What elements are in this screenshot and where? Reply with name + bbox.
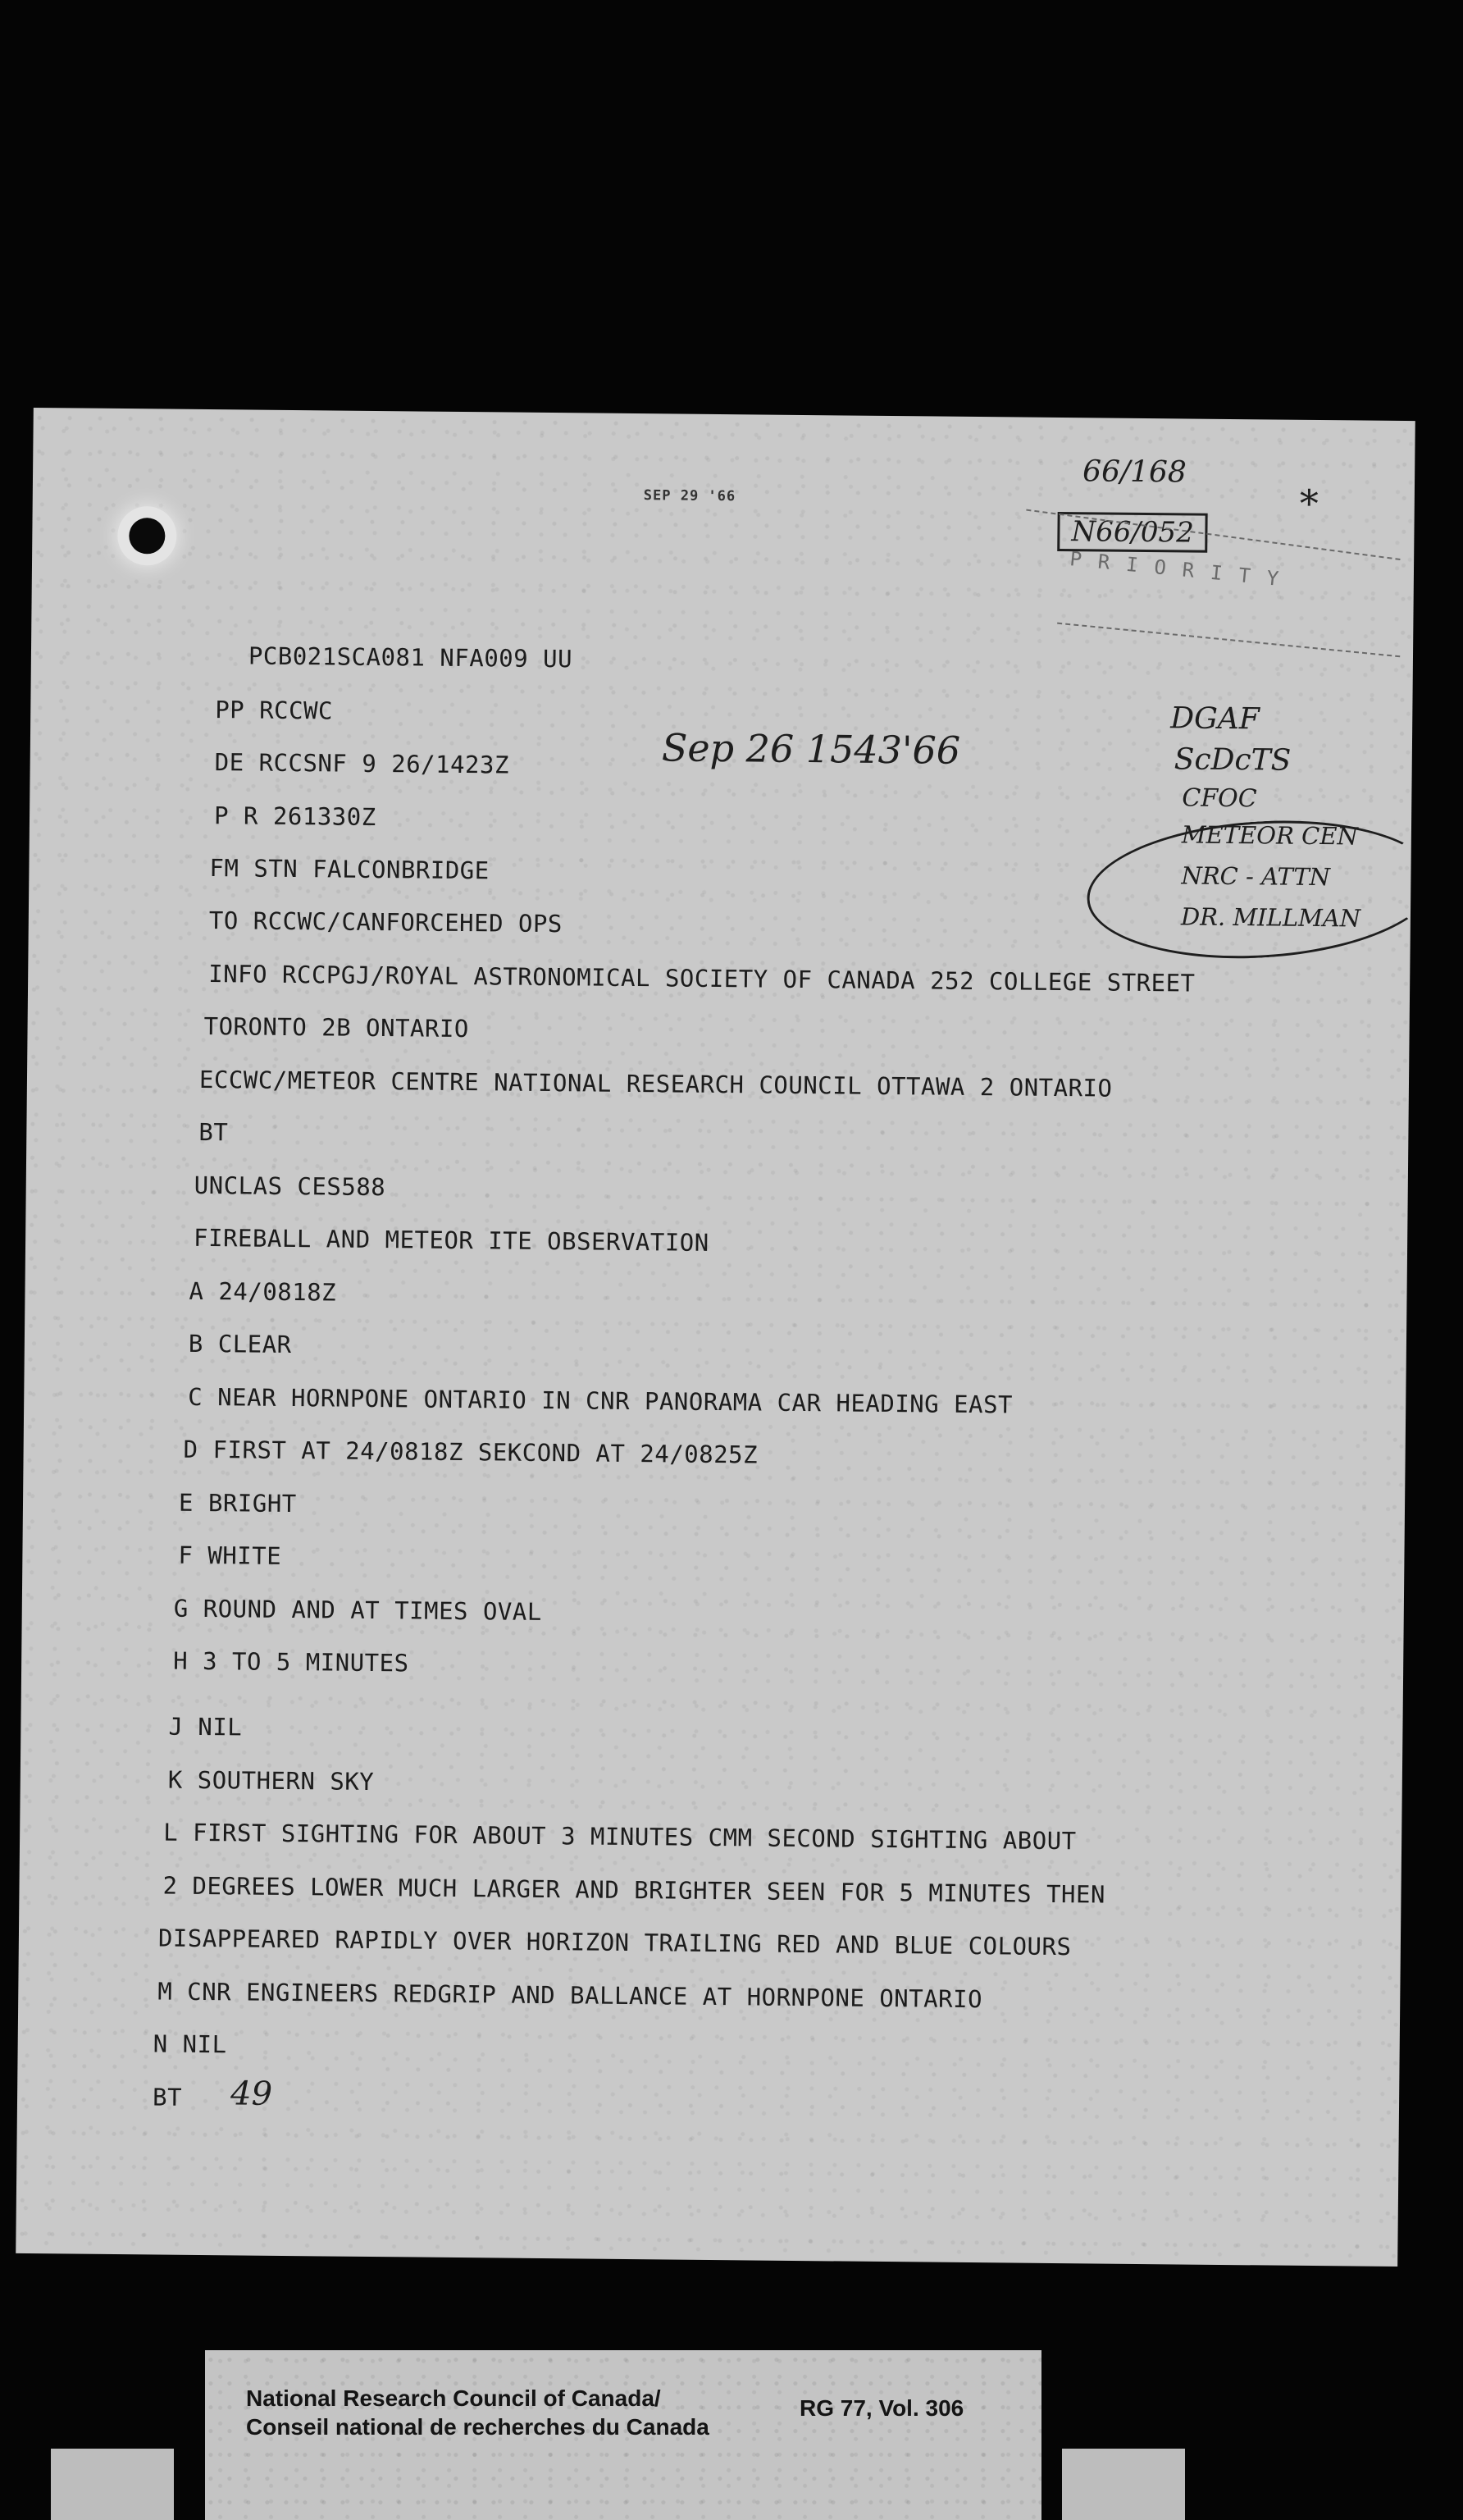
telex-document-sheet (16, 408, 1415, 2267)
message-line: N NIL (153, 2029, 227, 2059)
message-line: BT (152, 2083, 183, 2111)
message-line: C NEAR HORNPONE ONTARIO IN CNR PANORAMA CAR HEADING EAST (188, 1382, 1014, 1419)
telex-message (16, 408, 1415, 2267)
message-line: A 24/0818Z (189, 1276, 337, 1307)
message-line: M CNR ENGINEERS REDGRIP AND BALLANCE AT HORNPONE ONTARIO (157, 1977, 983, 2014)
message-line: L FIRST SIGHTING FOR ABOUT 3 MINUTES CMM SECOND SIGHTING ABOUT (163, 1818, 1077, 1856)
message-line: FM STN FALCONBRIDGE (209, 854, 490, 885)
distribution-note: DR. MILLMAN (1180, 902, 1361, 933)
message-line: D FIRST AT 24/0818Z SEKCOND AT 24/0825Z (183, 1435, 759, 1469)
message-line: P R 261330Z (213, 801, 376, 831)
message-line: G ROUND AND AT TIMES OVAL (173, 1594, 542, 1626)
handwritten-date: Sep 26 1543'66 (661, 725, 961, 773)
message-line: F WHITE (178, 1541, 282, 1570)
message-line: B CLEAR (188, 1329, 292, 1359)
message-line: 2 DEGREES LOWER MUCH LARGER AND BRIGHTER SEEN FOR 5 MINUTES THEN (162, 1871, 1106, 1909)
message-line: ECCWC/METEOR CENTRE NATIONAL RESEARCH COUNCIL OTTAWA 2 ONTARIO (198, 1065, 1113, 1102)
message-line: DISAPPEARED RAPIDLY OVER HORIZON TRAILING RED AND BLUE COLOURS (157, 1924, 1072, 1961)
distribution-note: DGAF (1170, 701, 1260, 737)
message-line: K SOUTHERN SKY (167, 1765, 375, 1796)
message-line: TORONTO 2B ONTARIO (203, 1011, 470, 1043)
message-line: E BRIGHT (178, 1488, 297, 1518)
distribution-note: METEOR CEN (1181, 820, 1358, 851)
received-date-stamp: SEP 29 '66 (643, 487, 736, 505)
message-line: FIREBALL AND METEOR ITE OBSERVATION (193, 1223, 709, 1257)
message-line: PCB021SCA081 NFA009 UU (248, 641, 573, 673)
archive-reference: RG 77, Vol. 306 (800, 2395, 964, 2421)
message-line: UNCLAS CES588 (194, 1171, 386, 1202)
message-line: BT (198, 1117, 229, 1147)
message-line: H 3 TO 5 MINUTES (173, 1646, 409, 1678)
message-line: PP RCCWC (215, 696, 334, 725)
message-line: INFO RCCPGJ/ROYAL ASTRONOMICAL SOCIETY OF CANADA 252 COLLEGE STREET (208, 960, 1196, 998)
archive-label-line-1: National Research Council of Canada/ (246, 2385, 661, 2411)
bt-handwritten-number: 49 (230, 2075, 273, 2113)
message-line: DE RCCSNF 9 26/1423Z (214, 748, 510, 779)
film-frame-block (51, 2449, 174, 2520)
distribution-note: NRC - ATTN (1181, 861, 1331, 892)
film-frame-block (1062, 2449, 1185, 2520)
priority-tag: PRIORITY (1069, 547, 1297, 592)
file-number-handwritten: 66/168 (1082, 454, 1187, 490)
distribution-note: ScDcTS (1174, 742, 1292, 778)
distribution-note: CFOC (1182, 783, 1257, 814)
message-line: J NIL (168, 1712, 243, 1742)
file-number-boxed: N66/052 (1057, 512, 1208, 553)
archive-label-line-2: Conseil national de recherches du Canada (246, 2414, 709, 2440)
asterisk-mark: * (1299, 481, 1319, 527)
archive-label (205, 2350, 1041, 2520)
message-line: TO RCCWC/CANFORCEHED OPS (208, 906, 563, 938)
